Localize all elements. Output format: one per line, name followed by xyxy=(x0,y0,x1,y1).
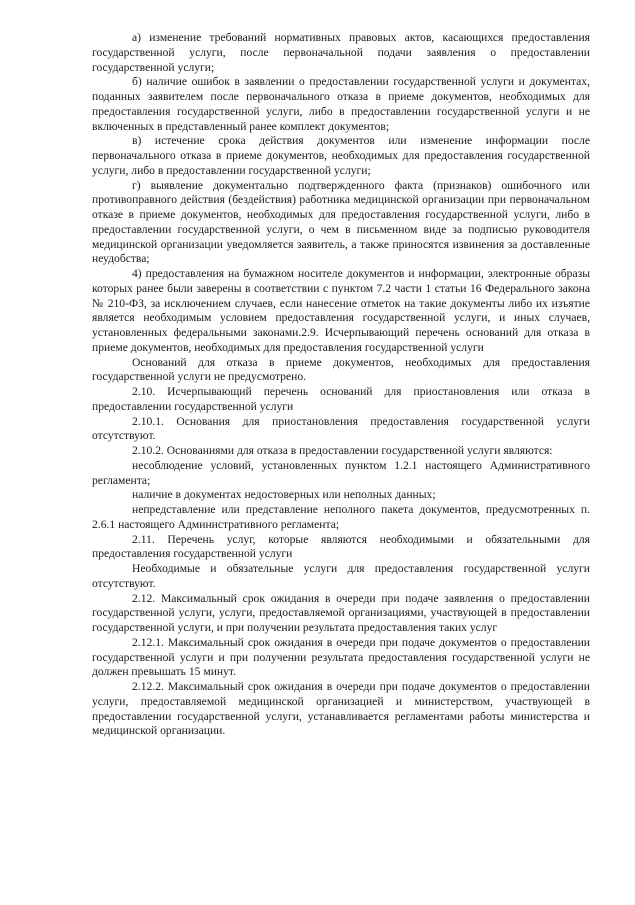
paragraph-a: а) изменение требований нормативных правовых актов, касающихся предоставления государственной услуги, после первоначальной подачи заявления о предоставлении государственной услуги; xyxy=(92,31,590,74)
paragraph-required-services: Необходимые и обязательные услуги для предоставления государственной услуги отсутствуют. xyxy=(92,562,590,590)
paragraph-b: б) наличие ошибок в заявлении о предоставлении государственной услуги и документах, поданных заявителем после первоначального отказа в приеме документов, необходимых для предоставления государственной услуги, либо в предоставлении государственной услуги и не включенных в представленный ранее комплект документов; xyxy=(92,75,590,133)
paragraph-2-10-1: 2.10.1. Основания для приостановления предоставления государственной услуги отсутствуют. xyxy=(92,414,590,443)
paragraph-g: г) выявление документально подтвержденного факта (признаков) ошибочного или противоправного действия (бездействия) работника медицинской организации при первоначальном отказе в приеме документов, необходимых для предоставления государственной услуги, либо в предоставлении государственной услуги, о чем в письменном виде за подписью руководителя медицинской организации уведомляется заявитель, а также приносятся извинения за доставленные неудобства; xyxy=(92,178,590,266)
list-item-incomplete-package: непредставление или представление неполного пакета документов, предусмотренных п. 2.6.1 настоящего Административного регламента; xyxy=(92,503,590,531)
paragraph-no-grounds: Оснований для отказа в приеме документов, необходимых для предоставления государственной услуги не предусмотрено. xyxy=(92,355,590,384)
list-item-unreliable-data: наличие в документах недостоверных или неполных данных; xyxy=(132,488,436,502)
paragraph-2-12-2: 2.12.2. Максимальный срок ожидания в очереди при подаче документов о предоставлении услуги, предоставляемой медицинской организацией и министерством, участвующей в предоставлении государственной услуги, устанавливается регламентами работы министерства и медицинской организации. xyxy=(92,680,590,738)
paragraph-2-12: 2.12. Максимальный срок ожидания в очереди при подаче заявления о предоставлении государственной услуги, услуги, предоставляемой организациями, участвующей в предоставлении государственной услуги, и при получении результата предоставления таких услуг xyxy=(92,591,590,634)
paragraph-2-10: 2.10. Исчерпывающий перечень оснований для приостановления или отказа в предоставлении государственной услуги xyxy=(92,385,590,413)
paragraph-v: в) истечение срока действия документов или изменение информации после первоначального отказа в приеме документов, необходимых для предоставления государственной услуги, либо в предоставлении государственной услуги; xyxy=(92,134,590,177)
paragraph-2-10-2: 2.10.2. Основаниями для отказа в предоставлении государственной услуги являются: xyxy=(132,444,553,457)
paragraph-4: 4) предоставления на бумажном носителе документов и информации, электронные образы которых ранее были заверены в соответствии с пунктом 7.2 части 1 статьи 16 Федерального закона № 210-ФЗ, за исключением случаев, если нанесение отметок на такие документы либо их изъятие является необходимым условием предоставления государственной услуги, и иных случаев, установленных федеральными законами.2.9. Исчерпывающий перечень оснований для отказа в приеме документов, необходимых для предоставления государственной услуги xyxy=(92,267,590,354)
document-page xyxy=(92,31,590,739)
paragraph-2-11: 2.11. Перечень услуг, которые являются необходимыми и обязательными для предоставления государственной услуги xyxy=(92,532,590,561)
paragraph-2-12-1: 2.12.1. Максимальный срок ожидания в очереди при подаче документов о предоставлении государственной услуги и при получении результата предоставления государственной услуги не должен превышать 15 минут. xyxy=(92,635,590,679)
list-item-nonconformance: несоблюдение условий, установленных пунктом 1.2.1 настоящего Административного регламента; xyxy=(92,458,590,487)
